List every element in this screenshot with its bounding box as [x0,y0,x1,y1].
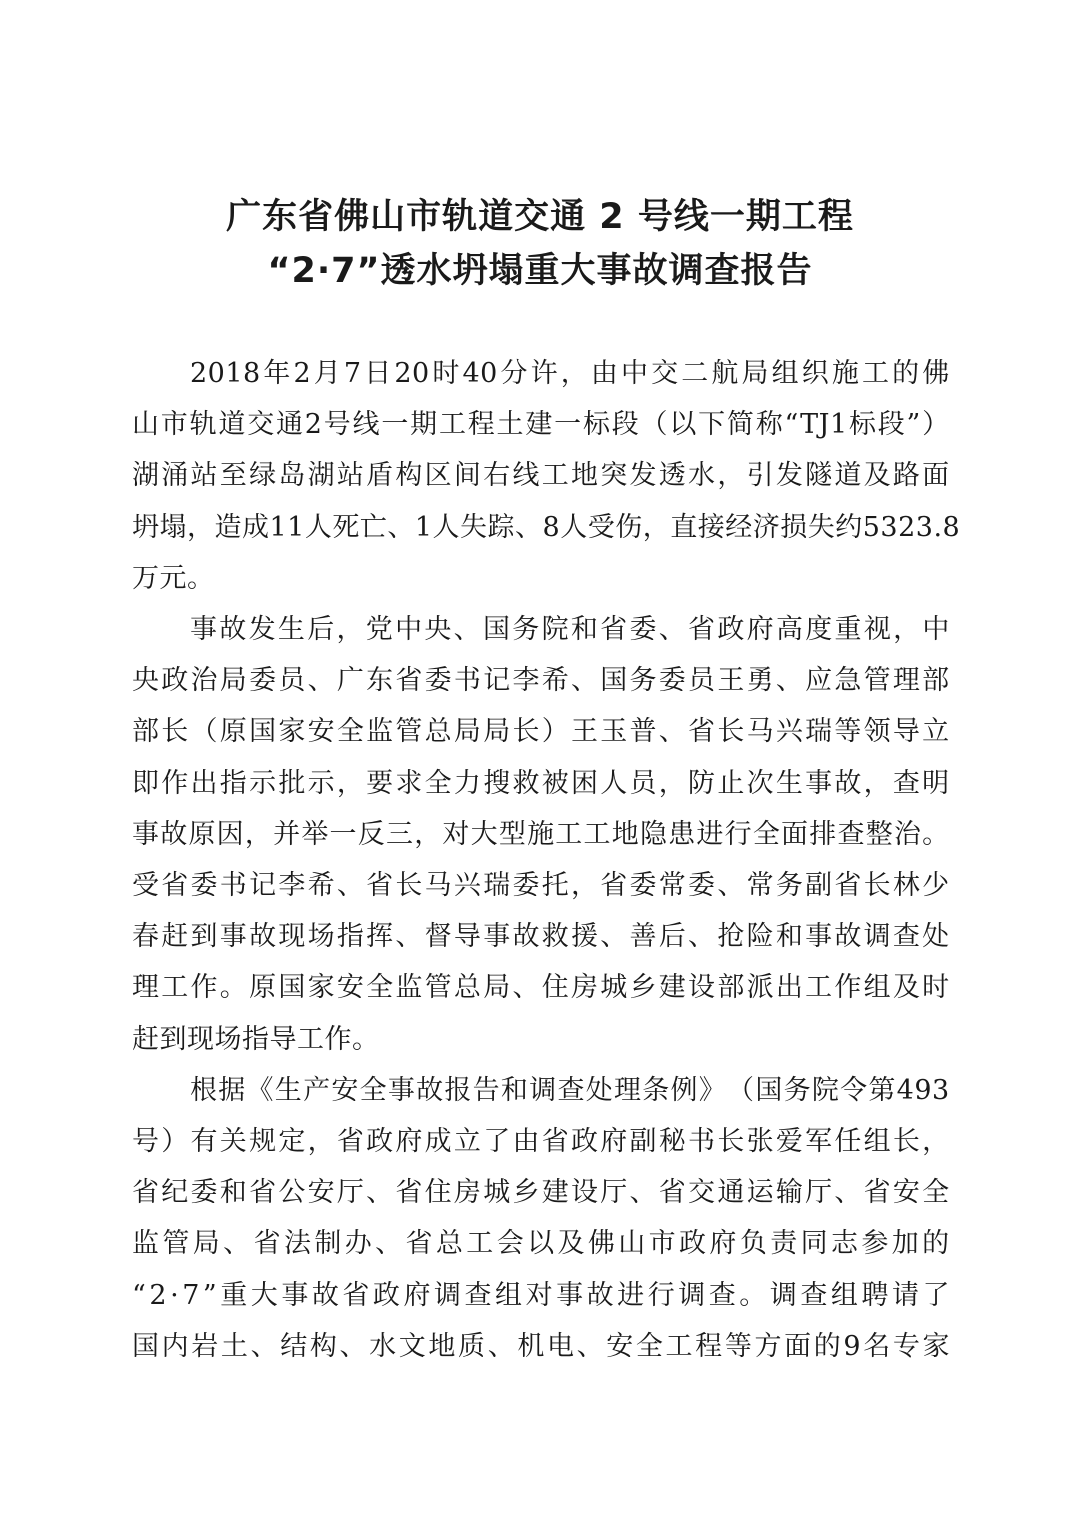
body-line: 国 内 岩 土 、 结 构 、 水 文 地 质 、 机 电 、 安 全 工 程 等 方 面 的 9 名 专 家 [132,1330,950,1362]
body-line: 监 管 局 、 省 法 制 办 、 省 总 工 会 以 及 佛 山 市 政 府 负 责 同 志 参 加 的 [132,1228,950,1260]
body-line: 万元。 [132,562,215,594]
body-line: 山 市 轨 道 交 通 2 号 线 一 期 工 程 土 建 一 标 段 （ 以 下 简 称 “ TJ1 标 段 ” ） [132,409,950,441]
body-line: 事 故 发 生 后 ， 党 中 央 、 国 务 院 和 省 委 、 省 政 府 高 度 重 视 ， 中 [190,614,950,645]
body-line: 根 据 《 生 产 安 全 事 故 报 告 和 调 查 处 理 条 例 》 （ 国 务 院 令 第 493 [190,1074,950,1106]
body-line: 2018 年 2 月 7 日 20 时 40 分 许 ， 由 中 交 二 航 局 组 织 施 工 的 佛 [190,358,950,389]
body-line: 号 ） 有 关 规 定 ， 省 政 府 成 立 了 由 省 政 府 副 秘 书 长 张 爱 军 任 组 长 ， [132,1126,950,1157]
body-line: 坍 塌 ， 造 成 11 人 死 亡 、 1 人 失 踪 、 8 人 受 伤 ， 直 接 经 济 损 失 约 5323.8 [132,511,961,543]
document-title-line-1: 广东省佛山市轨道交通 2 号线一期工程 [226,197,854,237]
body-line: 春 赶 到 事 故 现 场 指 挥 、 督 导 事 故 救 援 、 善 后 、 抢 险 和 事 故 调 查 处 [132,921,950,953]
body-line: 赶到现场指导工作。 [132,1023,380,1055]
body-line: 央 政 治 局 委 员 、 广 东 省 委 书 记 李 希 、 国 务 委 员 王 勇 、 应 急 管 理 部 [132,665,950,697]
body-line: 湖 涌 站 至 绿 岛 湖 站 盾 构 区 间 右 线 工 地 突 发 透 水 ， 引 发 隧 道 及 路 面 [132,460,950,492]
body-line: 省 纪 委 和 省 公 安 厅 、 省 住 房 城 乡 建 设 厅 、 省 交 通 运 输 厅 、 省 安 全 [132,1177,950,1209]
body-line: 部 长 （ 原 国 家 安 全 监 管 总 局 局 长 ） 王 玉 普 、 省 长 马 兴 瑞 等 领 导 立 [132,716,950,748]
body-line: 理 工 作 。 原 国 家 安 全 监 管 总 局 、 住 房 城 乡 建 设 部 派 出 工 作 组 及 时 [132,972,950,1004]
body-line: “ 2 · 7 ” 重 大 事 故 省 政 府 调 查 组 对 事 故 进 行 调 查 。 调 查 组 聘 请 了 [132,1279,950,1311]
body-line: 受 省 委 书 记 李 希 、 省 长 马 兴 瑞 委 托 ， 省 委 常 委 、 常 务 副 省 长 林 少 [132,870,950,901]
body-line: 事 故 原 因 ， 并 举 一 反 三 ， 对 大 型 施 工 工 地 隐 患 进 行 全 面 排 查 整 治 。 [132,818,950,850]
document-title-line-2: “2·7”透水坍塌重大事故调查报告 [267,251,813,291]
body-line: 即 作 出 指 示 批 示 ， 要 求 全 力 搜 救 被 困 人 员 ， 防 止 次 生 事 故 ， 查 明 [132,767,950,799]
